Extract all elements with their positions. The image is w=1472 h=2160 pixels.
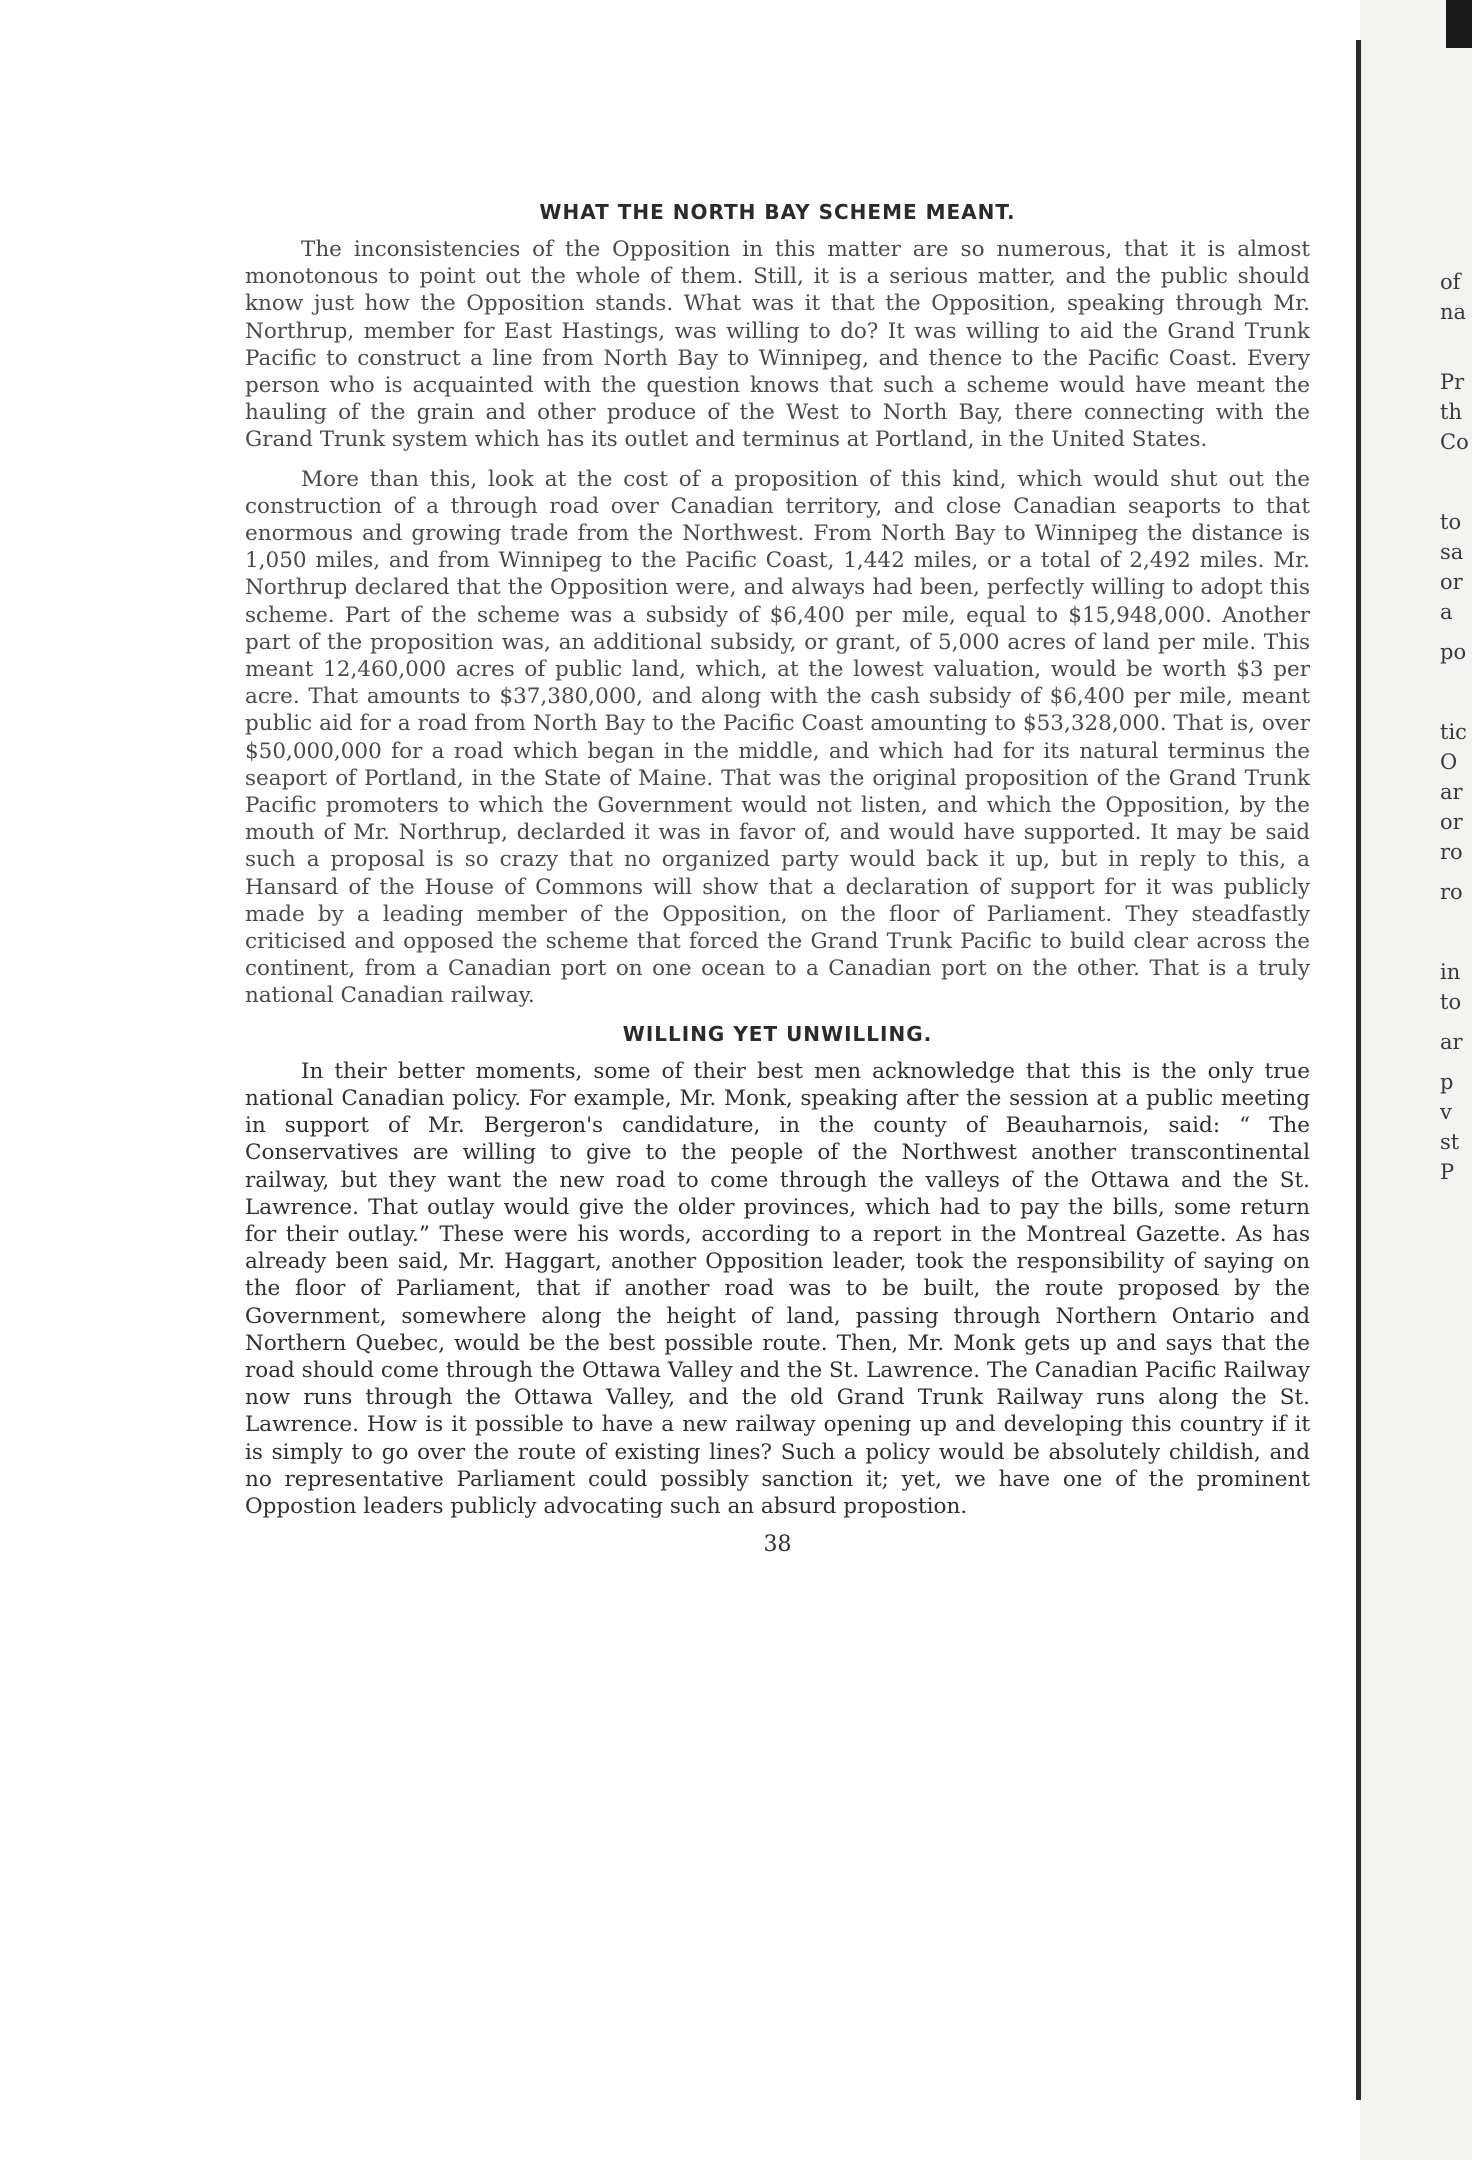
scan-corner-mark <box>1446 0 1472 48</box>
margin-fragment: to <box>1440 510 1462 534</box>
section-heading-north-bay: WHAT THE NORTH BAY SCHEME MEANT. <box>539 200 1016 224</box>
paragraph-2: More than this, look at the cost of a proposition of this kind, which would shut out the construction of a through road over Canadian territory, and close Canadian seaports to that enormous and growing trade from the Northwest. From North Bay to Winnipeg the distance is 1,050 miles, and from Winnipeg to the Pacific Coast, 1,442 miles, or a total of 2,492 miles. Mr. Northrup declared that the Opposition were, and always had been, perfectly willing to adopt this scheme. Part of the scheme was a subsidy of $6,400 per mile, equal to $15,948,000. Another part of the proposition was, an additional subsidy, or grant, of 5,000 acres of land per mile. This meant 12,460,000 acres of public land, which, at the lowest valuation, would be worth $3 per acre. That amounts to $37,380,000, and along with the cash subsidy of $6,400 per mile, meant public aid for a road from North Bay to the Pacific Coast amounting to $53,328,000. That is, over $50,000,000 for a road which began in the middle, and which had for its natural terminus the seaport of Portland, in the State of Maine. That was the original proposition of the Grand Trunk Pacific promoters to which the Government would not listen, and which the Opposition, by the mouth of Mr. Northrup, declarded it was in favor of, and would have supported. It may be said such a proposal is so crazy that no organized party would back it up, but in reply to this, a Hansard of the House of Commons will show that a declaration of support for it was publicly made by a leading member of the Opposition, on the floor of Parliament. They steadfastly criticised and opposed the scheme that forced the Grand Trunk Pacific to build clear across the continent, from a Canadian port on one ocean to a Canadian port on the other. That is a truly national Canadian railway. <box>245 466 1310 1009</box>
margin-fragment: of <box>1440 270 1461 294</box>
margin-fragment: po <box>1440 640 1467 664</box>
margin-fragment: Co <box>1440 430 1469 454</box>
margin-fragment: O <box>1440 750 1458 774</box>
margin-fragment: a <box>1440 600 1453 624</box>
document-page <box>245 200 1310 1557</box>
margin-fragment: th <box>1440 400 1462 424</box>
page-number: 38 <box>763 1532 792 1558</box>
margin-fragment: st <box>1440 1130 1460 1154</box>
margin-fragment: na <box>1440 300 1467 324</box>
margin-fragment: p <box>1440 1070 1454 1094</box>
section-heading-willing: WILLING YET UNWILLING. <box>622 1021 933 1046</box>
margin-fragment: P <box>1440 1160 1455 1184</box>
paragraph-3: In their better moments, some of their best men acknowledge that this is the only true national Canadian policy. For example, Mr. Monk, speaking after the session at a public meeting in support of Mr. Bergeron's candidature, in the county of Beauharnois, said: “ The Conservatives are willing to give to the people of the Northwest another transcontinental railway, but they want the new road to come through the valleys of the Ottawa and the St. Lawrence. That outlay would give the older provinces, which had to pay the bills, some return for their outlay.” These were his words, according to a report in the Montreal Gazette. As has already been said, Mr. Haggart, another Opposition leader, took the responsibility of saying on the floor of Parliament, that if another road was to be built, the route proposed by the Government, somewhere along the height of land, passing through Northern Ontario and Northern Quebec, would be the best possible route. Then, Mr. Monk gets up and says that the road should come through the Ottawa Valley and the St. Lawrence. The Canadian Pacific Railway now runs through the Ottawa Valley, and the old Grand Trunk Railway runs along the St. Lawrence. How is it possible to have a new railway opening up and developing this country if it is simply to go over the route of existing lines? Such a policy would be absolutely childish, and no representative Parliament could possibly sanction it; yet, we have one of the prominent Oppostion leaders publicly advocating such an absurd propostion. <box>245 1058 1310 1519</box>
margin-fragment: to <box>1440 990 1462 1014</box>
margin-fragment: v <box>1440 1100 1452 1124</box>
margin-fragment: ar <box>1440 1030 1463 1054</box>
margin-fragment: in <box>1440 960 1461 984</box>
margin-fragment: ar <box>1440 780 1463 804</box>
paragraph-1: The inconsistencies of the Opposition in this matter are so numerous, that it is almost monotonous to point out the whole of them. Still, it is a serious matter, and the public should know just how the Opposition stands. What was it that the Opposition, speaking through Mr. Northrup, member for East Hastings, was willing to do? It was willing to aid the Grand Trunk Pacific to construct a line from North Bay to Winnipeg, and thence to the Pacific Coast. Every person who is acquainted with the question knows that such a scheme would have meant the hauling of the grain and other produce of the West to North Bay, there connecting with the Grand Trunk system which has its outlet and terminus at Portland, in the United States. <box>245 237 1310 453</box>
adjacent-page <box>1360 0 1472 2160</box>
margin-fragment: ro <box>1440 840 1463 864</box>
margin-fragment: or <box>1440 570 1463 594</box>
page-gutter-shadow <box>1356 40 1361 2100</box>
margin-fragment: ro <box>1440 880 1463 904</box>
margin-fragment: tic <box>1440 720 1467 744</box>
margin-fragment: sa <box>1440 540 1464 564</box>
margin-fragment: or <box>1440 810 1463 834</box>
margin-fragment: Pr <box>1440 370 1465 394</box>
